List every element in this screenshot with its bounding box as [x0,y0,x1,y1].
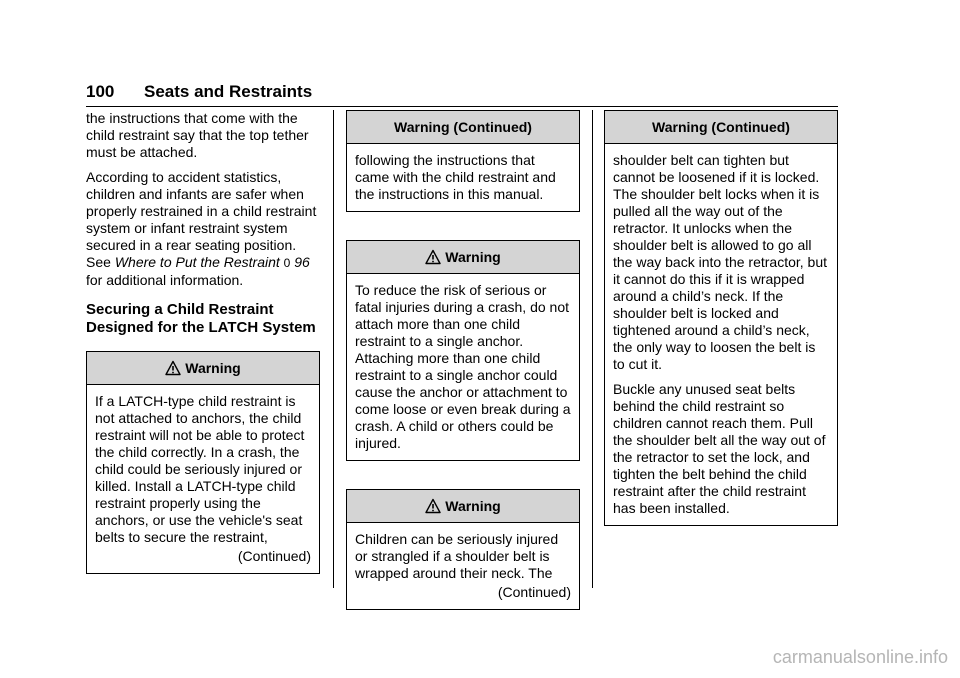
section-title: Seats and Restraints [144,82,313,101]
continued-label: (Continued) [237,548,311,564]
warning-box-latch [86,351,320,574]
warning-body [347,523,579,609]
paragraph-statistics [86,169,320,289]
warning-box-continued [604,110,838,526]
warning-triangle-icon [165,360,181,376]
warning-title: Warning [445,248,501,265]
warning-box-anchor [346,240,580,461]
warning-header [605,111,837,144]
warning-title: Warning [185,359,241,376]
warning-box-shoulder-belt [346,489,580,610]
warning-text: shoulder belt can tighten but cannot be loosened if it is locked. The shoulder belt locks when it is pulled all the way out of the retractor. It unlocks when the shoulder belt is allowed to go all the way back into the retractor, but it cannot do this if it is wrapped around a child’s neck. If the shoulder belt is locked and tightened around a child’s neck, the only way to loosen the belt is to cut it. [613,152,828,372]
text: for additional information. [86,272,244,288]
column-3 [604,110,838,526]
column-1 [86,110,320,574]
column-divider [592,110,593,588]
warning-text: Buckle any unused seat belts behind the child restraint so children cannot reach them. Pull the shoulder belt all the way out of the retractor to set the lock, and tighten the belt behind the child restraint after the child restraint has been installed. [613,381,826,516]
warning-title: Warning (Continued) [394,118,532,135]
warning-text: To reduce the risk of serious or fatal injuries during a crash, do not attach more than one child restraint to a single anchor. Attaching more than one child restraint to a single anchor could cause the anchor or attachment to come loose or even break during a crash. A child or others could be injured. [355,282,571,451]
text: According to accident statistics, children and infants are safer when properly restrained in a child restraint system or infant restraint system secured in a rear seating position. See [86,169,317,270]
page-number: 100 [86,82,115,101]
warning-header [347,490,579,523]
warning-triangle-icon [425,498,441,514]
ref-arrow-icon: 0 [283,256,291,270]
column-divider [333,110,334,588]
page-header [86,82,838,107]
warning-text: Children can be seriously injured or strangled if a shoulder belt is wrapped around their neck. The [355,531,559,581]
warning-header [347,111,579,144]
warning-body [605,144,837,525]
warning-body [347,274,579,460]
paragraph-tether: the instructions that come with the child restraint say that the top tether must be attached. [86,110,309,160]
warning-title: Warning (Continued) [652,118,790,135]
continued-label: (Continued) [497,584,571,600]
warning-triangle-icon [425,249,441,265]
column-2 [346,110,580,610]
warning-text: If a LATCH-type child restraint is not attached to anchors, the child restraint will not be able to protect the child correctly. In a crash, the child could be seriously injured or killed. Install a LATCH-type child restraint properly using the anchors, or use the vehicle's seat belts to secure the restraint, [95,393,305,545]
ref-page[interactable]: 96 [294,254,310,270]
warning-body [347,144,579,211]
warning-body [87,385,319,573]
watermark: carmanualsonline.info [772,647,948,667]
warning-header [87,352,319,385]
warning-title: Warning [445,497,501,514]
cross-reference-link[interactable]: Where to Put the Restraint [114,254,280,270]
warning-header [347,241,579,274]
subheading-latch: Securing a Child Restraint Designed for the LATCH System [86,301,316,336]
warning-text: following the instructions that came with the child restraint and the instructions in this manual. [355,152,556,202]
warning-box-continued [346,110,580,212]
